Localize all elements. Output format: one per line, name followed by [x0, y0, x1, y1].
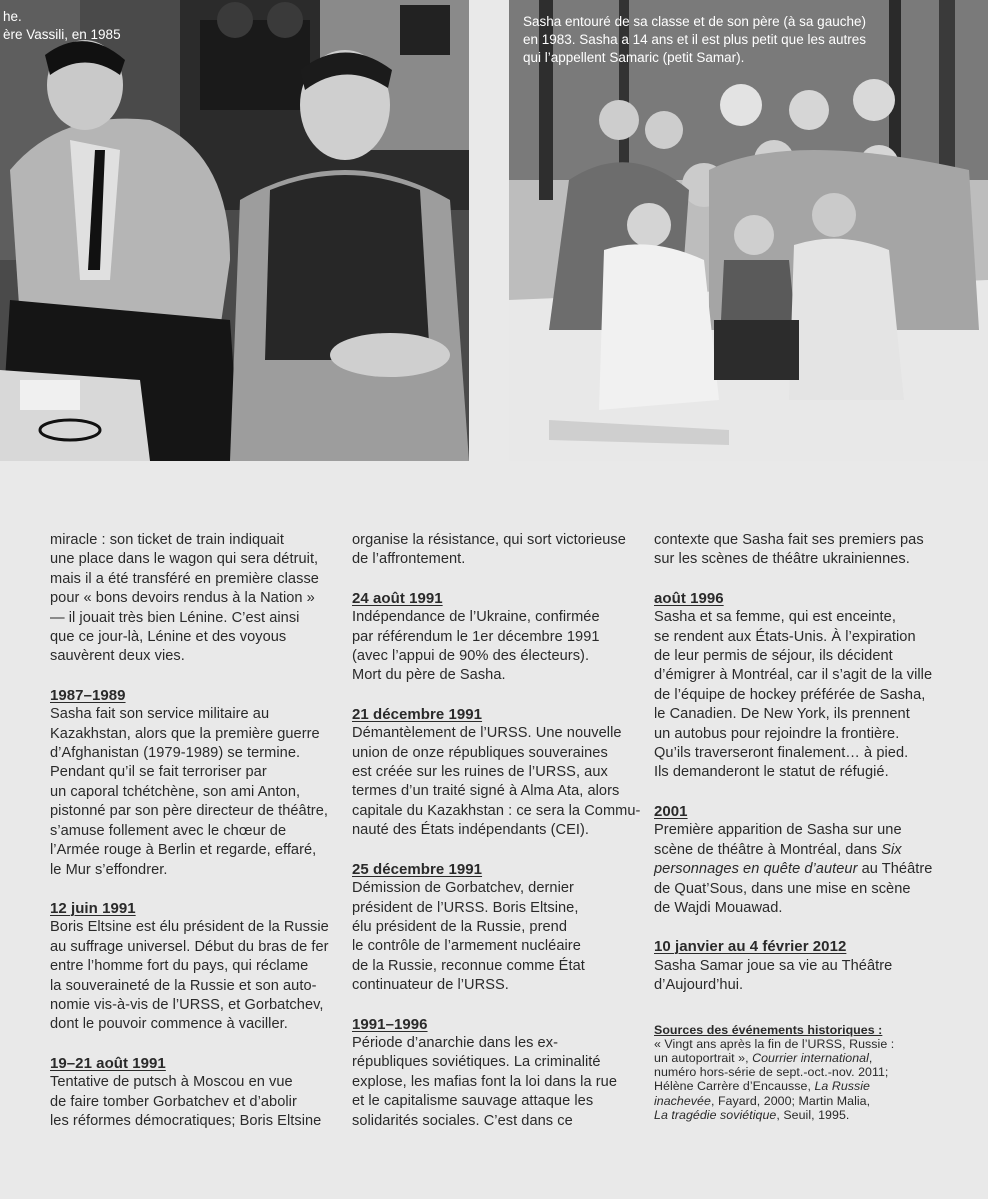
body-text-line: de Wajdi Mouawad.	[654, 899, 783, 916]
body-text-line: scène de théâtre à Montréal, dans Six	[654, 841, 902, 858]
body-text-line: Mort du père de Sasha.	[352, 667, 506, 684]
body-text-line: de faire tomber Gorbatchev et d’abolir	[50, 1093, 297, 1110]
sources-line: un autoportrait », Courrier international,	[654, 1050, 873, 1065]
body-text-line: et le capitalisme sauvage attaque les	[352, 1093, 594, 1110]
body-text-line: de Quat’Sous, dans une mise en scène	[654, 880, 911, 897]
body-text-line: d’Afghanistan (1979-1989) se termine.	[50, 745, 301, 762]
body-text-line: Période d’anarchie dans les ex-	[352, 1034, 558, 1051]
body-text-line: sauvèrent deux vies.	[50, 648, 185, 665]
photo-right-caption	[523, 13, 866, 67]
body-text-line: sur les scènes de théâtre ukrainiennes.	[654, 551, 910, 568]
body-text-line: par référendum le 1er décembre 1991	[352, 628, 600, 645]
photo-left-image	[0, 0, 469, 461]
body-text-line: miracle : son ticket de train indiquait	[50, 532, 284, 548]
body-text-line: pistonné par son père directeur de théâtre,	[50, 803, 328, 820]
body-text-line: s’amuse follement avec le chœur de	[50, 822, 287, 839]
entry-date-heading: 21 décembre 1991	[352, 705, 483, 723]
body-text-line: Sasha et sa femme, qui est enceinte,	[654, 609, 896, 626]
body-text-line: de la Russie, reconnue comme État	[352, 957, 585, 974]
body-text-line: de l’affrontement.	[352, 551, 466, 568]
timeline-entry	[50, 1054, 340, 1132]
body-text-line: entre l’homme fort du pays, qui réclame	[50, 958, 309, 975]
sources-line: numéro hors-série de sept.-oct.-nov. 2011;	[654, 1065, 889, 1080]
body-text-line: le Canadien. De New York, ils prennent	[654, 706, 910, 723]
entry-date-heading: août 1996	[654, 589, 724, 607]
timeline-entry	[654, 802, 944, 918]
body-text-line: se rendent aux États-Unis. À l’expiration	[654, 628, 916, 645]
body-text-line: d’émigrer à Montréal, car il s’agit de la ville	[654, 667, 933, 684]
entry-date-heading: 25 décembre 1991	[352, 860, 483, 878]
body-text-line: d’Aujourd’hui.	[654, 977, 744, 994]
body-text-line: au suffrage universel. Début du bras de fer	[50, 938, 329, 955]
body-text-line: — il jouait très bien Lénine. C’est ainsi	[50, 609, 300, 626]
text-column-3	[654, 531, 944, 1122]
sources-line: La tragédie soviétique, Seuil, 1995.	[654, 1107, 850, 1122]
body-text-line: un autobus pour rejoindre la frontière.	[654, 725, 900, 742]
timeline-entry	[352, 1015, 642, 1131]
timeline-entry	[352, 705, 642, 841]
entry-date-heading: 1991–1996	[352, 1015, 428, 1033]
entry-date-heading: 19–21 août 1991	[50, 1054, 166, 1072]
body-text-line: les réformes démocratiques; Boris Eltsine	[50, 1112, 322, 1129]
body-text-line: Ils demanderont le statut de réfugié.	[654, 764, 889, 781]
body-text-line: personnages en quête d’auteur au Théâtre	[654, 861, 933, 878]
body-text-line: Qu’ils traverseront finalement… à pied.	[654, 745, 909, 762]
body-text-line: Première apparition de Sasha sur une	[654, 822, 902, 839]
body-text-line: élu président de la Russie, prend	[352, 918, 568, 935]
body-text-line: (avec l’appui de 90% des électeurs).	[352, 648, 590, 665]
body-text-line: mais il a été transféré en première classe	[50, 570, 319, 587]
body-text-line: Indépendance de l’Ukraine, confirmée	[352, 609, 600, 626]
timeline-entry	[50, 686, 340, 880]
body-text-line: l’Armée rouge à Berlin et regarde, effaré,	[50, 842, 317, 859]
body-text-line: Boris Eltsine est élu président de la Russie	[50, 919, 329, 936]
entry-date-heading: 10 janvier au 4 février 2012	[654, 938, 847, 956]
text-continuation	[352, 531, 642, 570]
text-continuation	[50, 531, 340, 667]
photo-right-image	[509, 0, 988, 461]
photo-sasha-class	[509, 0, 988, 461]
sources-line: Hélène Carrère d’Encausse, La Russie	[654, 1079, 871, 1094]
text-column-2	[352, 531, 642, 1131]
body-text-line: nomie vis-à-vis de l’URSS, et Gorbatchev,	[50, 996, 324, 1013]
text-continuation	[654, 531, 944, 570]
body-text-line: républiques soviétiques. La criminalité	[352, 1054, 601, 1071]
sources-line: « Vingt ans après la fin de l’URSS, Russie :	[654, 1036, 895, 1051]
body-text-line: nauté des États indépendants (CEI).	[352, 822, 590, 839]
timeline-entry	[654, 589, 944, 783]
caption-line: en 1983. Sasha a 14 ans et il est plus petit que les autres	[523, 32, 866, 47]
body-text-line: Démission de Gorbatchev, dernier	[352, 880, 574, 897]
sources-note	[654, 1023, 944, 1122]
body-text-line: le Mur s’effondrer.	[50, 861, 168, 878]
body-text-line: Démantèlement de l’URSS. Une nouvelle	[352, 725, 622, 742]
entry-date-heading: 1987–1989	[50, 686, 126, 704]
caption-line: Sasha entouré de sa classe et de son père (à sa gauche)	[523, 14, 866, 29]
body-text-line: Pendant qu’il se fait terroriser par	[50, 764, 267, 781]
body-text-line: contexte que Sasha fait ses premiers pas	[654, 532, 924, 548]
body-text-line: dont le pouvoir commence à vaciller.	[50, 1016, 288, 1033]
body-text-line: Sasha fait son service militaire au	[50, 706, 270, 723]
body-text-line: Kazakhstan, alors que la première guerre	[50, 725, 320, 742]
body-text-line: termes d’un traité signé à Alma Ata, alors	[352, 783, 620, 800]
body-text-line: organise la résistance, qui sort victorieuse	[352, 532, 626, 548]
body-text-line: Tentative de putsch à Moscou en vue	[50, 1074, 293, 1091]
entry-date-heading: 24 août 1991	[352, 589, 443, 607]
body-text-line: pour « bons devoirs rendus à la Nation »	[50, 590, 315, 607]
body-text-line: union de onze républiques souveraines	[352, 744, 608, 761]
timeline-entry	[352, 589, 642, 686]
body-text-line: un caporal tchétchène, son ami Anton,	[50, 783, 301, 800]
sources-line: inachevée, Fayard, 2000; Martin Malia,	[654, 1093, 871, 1108]
body-text-line: capitale du Kazakhstan : ce sera la Commu-	[352, 802, 641, 819]
caption-line: he.	[3, 9, 22, 24]
body-text-line: que ce jour-là, Lénine et des voyous	[50, 629, 287, 646]
text-column-1	[50, 531, 340, 1131]
body-text-line: la souveraineté de la Russie et son auto-	[50, 977, 317, 994]
body-text-line: continuateur de l’URSS.	[352, 977, 509, 994]
body-text-line: explose, les mafias font la loi dans la rue	[352, 1073, 617, 1090]
body-text-line: est créée sur les ruines de l’URSS, aux	[352, 764, 608, 781]
body-text-line: solidarités sociales. C’est dans ce	[352, 1112, 573, 1129]
sources-title: Sources des événements historiques :	[654, 1022, 883, 1037]
body-text-line: le contrôle de l’armement nucléaire	[352, 938, 581, 955]
body-text-line: président de l’URSS. Boris Eltsine,	[352, 899, 579, 916]
body-text-line: de leur permis de séjour, ils décident	[654, 648, 893, 665]
body-text-line: une place dans le wagon qui sera détruit,	[50, 551, 319, 568]
entry-date-heading: 2001	[654, 802, 688, 820]
timeline-entry	[654, 937, 944, 995]
photo-sasha-and-father	[0, 0, 469, 461]
photo-left-caption	[3, 8, 121, 44]
timeline-entry	[352, 860, 642, 996]
body-text-line: Sasha Samar joue sa vie au Théâtre	[654, 957, 893, 974]
entry-date-heading: 12 juin 1991	[50, 899, 136, 917]
timeline-entry	[50, 899, 340, 1035]
body-text-line: de l’équipe de hockey préférée de Sasha,	[654, 686, 926, 703]
caption-line: ère Vassili, en 1985	[3, 27, 121, 42]
caption-line: qui l’appellent Samaric (petit Samar).	[523, 50, 745, 65]
